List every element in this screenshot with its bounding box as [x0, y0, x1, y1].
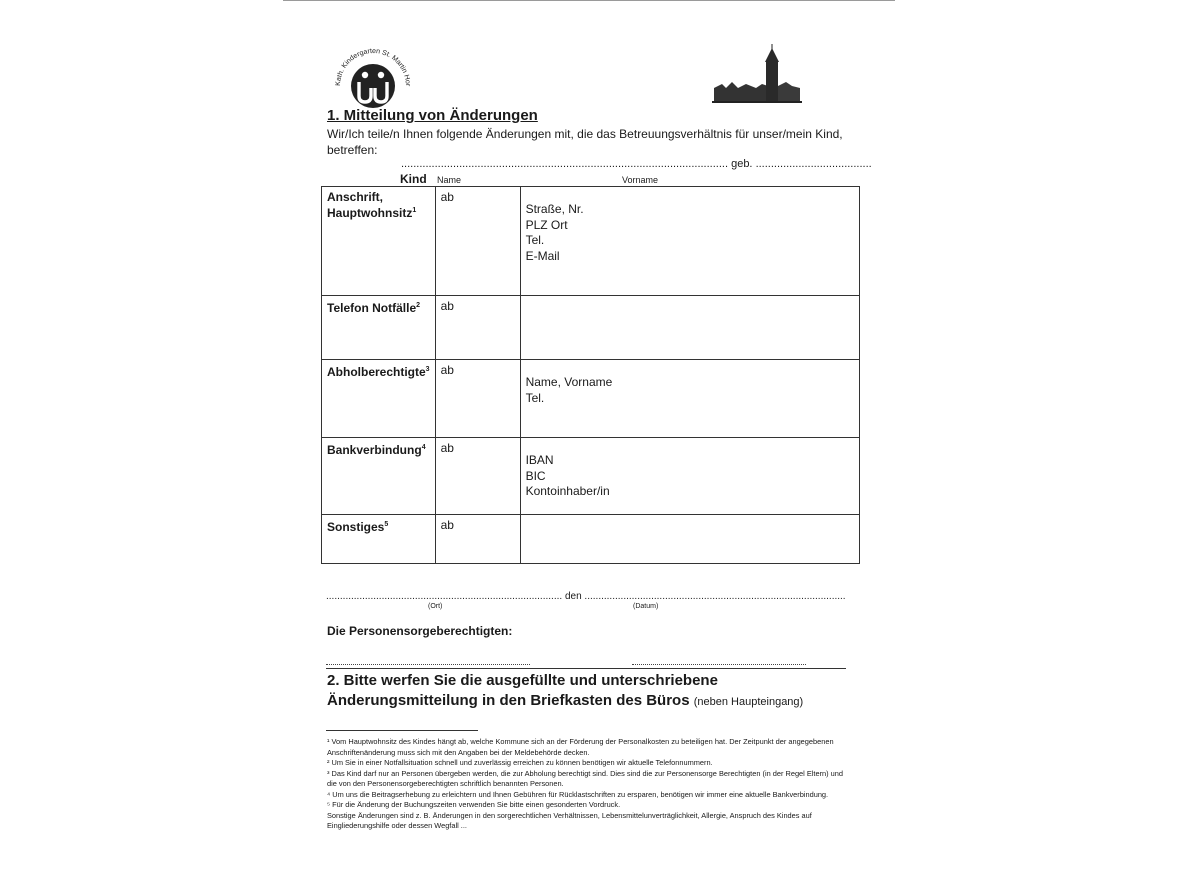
- ab-date-cell[interactable]: ab: [435, 360, 520, 438]
- row-label: Abholberechtigte$^3$: [322, 360, 436, 438]
- scan-top-edge: [283, 0, 895, 1]
- geb-label: geb.: [731, 158, 753, 170]
- field-label: BIC: [525, 468, 546, 483]
- other-changes-entry-cell[interactable]: [520, 515, 859, 564]
- row-label: Sonstiges$^5$: [322, 515, 436, 564]
- footnotes: [327, 737, 847, 832]
- place-dots: .....................................................................................: [326, 591, 563, 602]
- footnote: ³ Das Kind darf nur an Personen übergeben werden, die zur Abholung berechtigt sind. Dies sind die zur Personensorge Berechtigten (in der Regel Eltern) und die von den Personensorgeberechtigten schriftlich benannten Personen.: [327, 768, 844, 788]
- birthdate-dots: ......................................: [755, 158, 872, 170]
- signature-line-2[interactable]: [632, 664, 806, 665]
- table-row: [322, 187, 860, 296]
- section-2-instruction: [327, 671, 867, 712]
- section-2-note: (neben Haupteingang): [693, 696, 804, 708]
- field-label: Kontoinhaber/in: [525, 484, 610, 498]
- field-label: PLZ Ort: [525, 217, 568, 232]
- den-label: den: [564, 591, 582, 602]
- table-row: [322, 296, 860, 360]
- field-label: Straße, Nr.: [525, 202, 584, 216]
- footnote-rule: [326, 730, 478, 731]
- datum-caption: (Datum): [633, 603, 659, 610]
- row-label: Bankverbindung$^4$: [322, 438, 436, 515]
- ort-caption: (Ort): [428, 603, 443, 610]
- row-label: Telefon Notfälle$^2$: [322, 296, 436, 360]
- bank-details-entry-cell[interactable]: [520, 438, 859, 515]
- vorname-label: Vorname: [622, 175, 659, 185]
- signature-line-1[interactable]: [326, 664, 530, 665]
- kind-label: Kind: [400, 172, 427, 186]
- field-label: IBAN: [525, 453, 554, 467]
- name-label: Name: [437, 175, 462, 185]
- ab-date-cell[interactable]: ab: [435, 515, 520, 564]
- field-label: E-Mail: [525, 248, 560, 263]
- guardians-label: Die Personensorgeberechtigten:: [327, 624, 513, 638]
- ab-date-cell[interactable]: ab: [435, 187, 520, 296]
- ab-date-cell[interactable]: ab: [435, 296, 520, 360]
- table-row: [322, 438, 860, 515]
- footnote: Sonstige Änderungen sind z. B. Änderungen in den sorgerechtlichen Verhältnissen, Lebensmittelunverträglichkeit, Allergie, Anspruch des Kindes auf Eingliederungshilfe oder dessen Wegfall ...: [327, 810, 812, 830]
- table-row: [322, 515, 860, 564]
- footnote: ² Um Sie in einer Notfallsituation schnell und zuverlässig erreichen zu können benötigen wir aktuelle Telefonnummern.: [327, 758, 713, 767]
- footnote: ¹ Vom Hauptwohnsitz des Kindes hängt ab, welche Kommune sich an der Förderung der Personalkosten zu beteiligen hat. Der Zeitpunkt der angegebenen Anschriftenänderung muss sich mit den Angaben bei der Meldebehörde decken.: [327, 737, 834, 757]
- child-name-line[interactable]: [401, 158, 872, 170]
- row-label: Anschrift, Hauptwohnsitz$^1$: [322, 187, 436, 296]
- table-row: [322, 360, 860, 438]
- intro-text: Wir/Ich teile/n Ihnen folgende Änderungen mit, die das Betreuungsverhältnis für unser/mein Kind, betreffen:: [327, 127, 843, 157]
- emergency-phone-entry-cell[interactable]: [520, 296, 859, 360]
- place-date-line[interactable]: [326, 591, 846, 602]
- field-label: Name, Vorname: [525, 375, 613, 389]
- section-1-title: 1. Mitteilung von Änderungen: [327, 107, 538, 124]
- pickup-persons-entry-cell[interactable]: [520, 360, 859, 438]
- footnote: ⁵ Für die Änderung der Buchungszeiten verwenden Sie bitte einen gesonderten Vordruck.: [327, 800, 621, 809]
- date-dots: ..............................................................................................: [584, 591, 846, 602]
- signature-rule: [326, 668, 846, 669]
- child-name-dots: ...........................................................................................................: [401, 158, 729, 170]
- address-entry-cell[interactable]: [520, 187, 859, 296]
- ab-date-cell[interactable]: ab: [435, 438, 520, 515]
- section-2-title: 2. Bitte werfen Sie die ausgefüllte und unterschriebene Änderungsmitteilung in den Briefkasten des Büros: [327, 672, 718, 709]
- svg-text:Kath. Kindergarten St. Martin: Kath. Kindergarten St. Martin Hor: [334, 47, 412, 87]
- field-label: Tel.: [525, 390, 545, 405]
- footnote: ⁴ Um uns die Beitragserhebung zu erleichtern und Ihnen Gebühren für Rücklastschriften zu ersparen, benötigen wir immer eine aktuelle Bankverbindung.: [327, 789, 829, 799]
- change-form-table: [321, 186, 860, 564]
- church-illustration: [712, 44, 802, 106]
- field-label: Tel.: [525, 233, 545, 247]
